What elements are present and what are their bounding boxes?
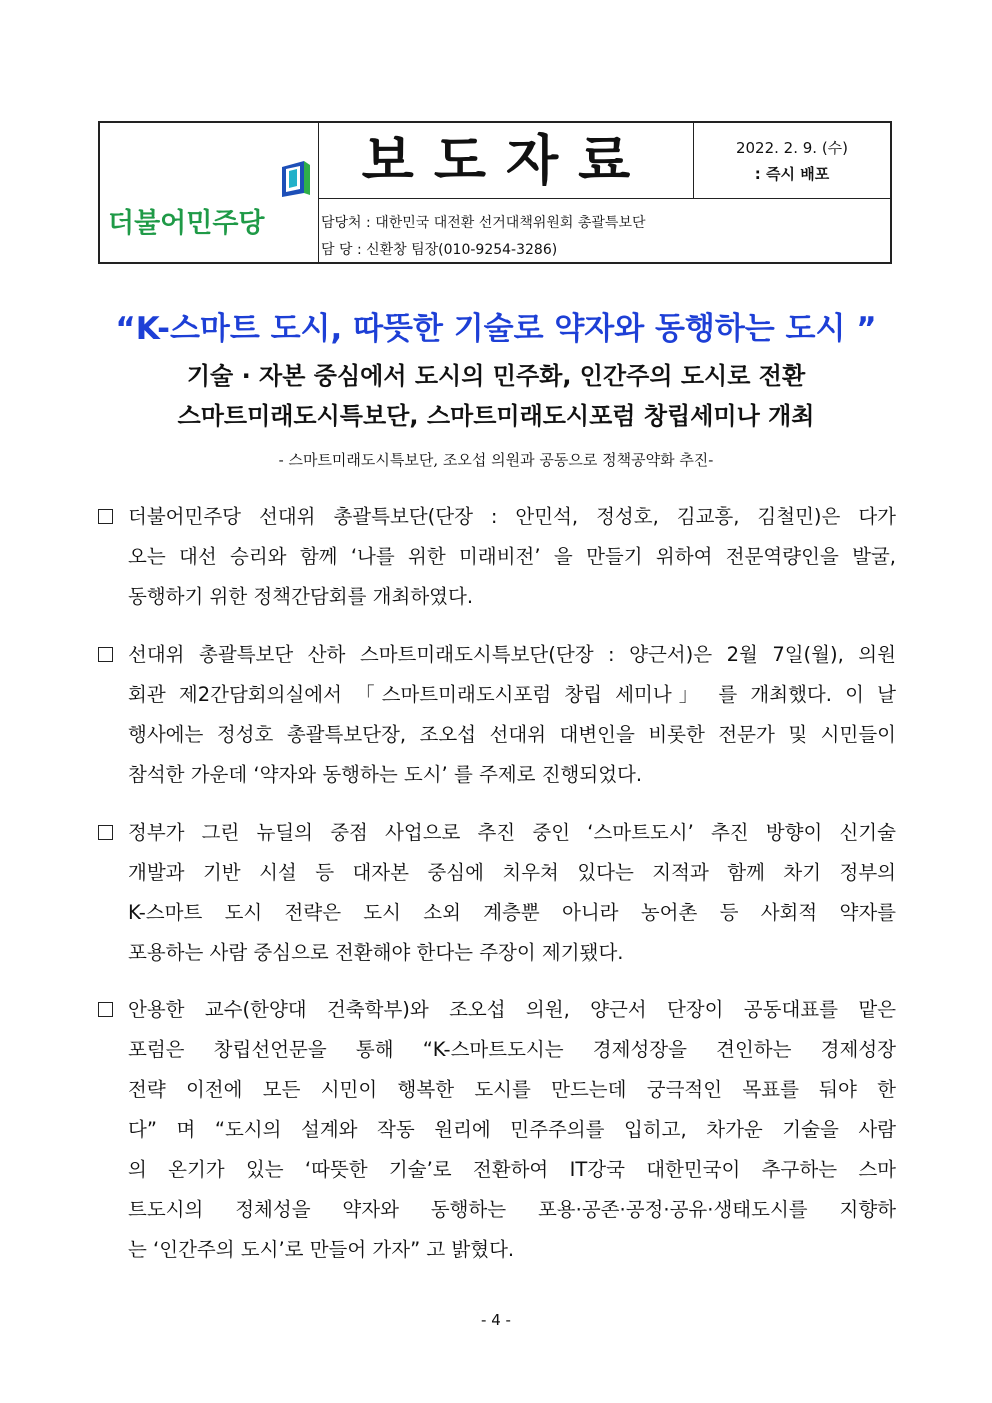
- paragraph-line: 더불어민주당 선대위 총괄특보단(단장 : 안민석, 정성호, 김교흥, 김철민)은 다가: [128, 505, 896, 528]
- paragraph-line: 정부가 그린 뉴딜의 중점 사업으로 추진 중인 ‘스마트도시’ 추진 방향이 신기술: [128, 821, 896, 844]
- release-timing: : 즉시 배포: [754, 165, 830, 183]
- press-release-title: 보도자료: [361, 129, 651, 192]
- paragraph-line: 전략 이전에 모든 시민이 행복한 도시를 만드는데 궁극적인 목표를 둬야 한: [128, 1078, 896, 1101]
- subheadline-1: 기술 · 자본 중심에서 도시의 민주화, 인간주의 도시로 전환: [186, 362, 806, 390]
- subheadline-3: - 스마트미래도시특보단, 조오섭 의원과 공동으로 정책공약화 추진-: [278, 451, 714, 469]
- contact-cell: [318, 199, 890, 262]
- press-header-table: [98, 121, 892, 264]
- party-logo-mark-icon: [278, 159, 312, 199]
- checkbox-bullet-icon: [98, 647, 113, 662]
- paragraph-line: K-스마트 도시 전략은 도시 소외 계층뿐 아니라 농어촌 등 사회적 약자를: [128, 901, 896, 924]
- paragraph-line: 참석한 가운데 ‘약자와 동행하는 도시’ 를 주제로 진행되었다.: [128, 763, 643, 786]
- paragraph-line: 의 온기가 있는 ‘따뜻한 기술’로 전환하여 IT강국 대한민국이 추구하는 스마: [128, 1158, 896, 1181]
- main-headline: “K-스마트 도시, 따뜻한 기술로 약자와 동행하는 도시 ”: [115, 311, 877, 347]
- paragraph-line: 오는 대선 승리와 함께 ‘나를 위한 미래비전’ 을 만들기 위하여 전문역량인을 발굴,: [128, 545, 896, 568]
- date-cell: [694, 123, 890, 199]
- contact-department: 담당처 : 대한민국 대전환 선거대책위원회 총괄특보단: [321, 215, 646, 231]
- paragraph-line: 안용한 교수(한양대 건축학부)와 조오섭 의원, 양근서 단장이 공동대표를 맡은: [128, 998, 896, 1021]
- paragraph-line: 선대위 총괄특보단 산하 스마트미래도시특보단(단장 : 양근서)은 2월 7일(월), 의원: [128, 643, 896, 666]
- paragraph-line: 행사에는 정성호 총괄특보단장, 조오섭 선대위 대변인을 비롯한 전문가 및 시민들이: [128, 723, 896, 746]
- paragraph-line: 포용하는 사람 중심으로 전환해야 한다는 주장이 제기됐다.: [128, 941, 624, 964]
- subheadline-2: 스마트미래도시특보단, 스마트미래도시포럼 창립세미나 개최: [177, 402, 815, 430]
- paragraph-line: 는 ‘인간주의 도시’로 만들어 가자” 고 밝혔다.: [128, 1238, 515, 1261]
- party-logo-text: 더불어민주당: [108, 208, 265, 239]
- contact-person: 담 당 : 신환창 팀장(010-9254-3286): [321, 242, 558, 258]
- paragraph-line: 회관 제2간담회의실에서 「스마트미래도시포럼 창립 세미나」 를 개최했다. 이 날: [128, 683, 896, 706]
- paragraph-line: 트도시의 정체성을 약자와 동행하는 포용·공존·공정·공유·생태도시를 지향하: [128, 1198, 896, 1221]
- paragraph-line: 다” 며 “도시의 설계와 작동 원리에 민주주의를 입히고, 차가운 기술을 사람: [128, 1118, 896, 1141]
- release-date: 2022. 2. 9. (수): [735, 139, 849, 157]
- logo-cell: [100, 123, 319, 262]
- checkbox-bullet-icon: [98, 509, 113, 524]
- paragraph-line: 개발과 기반 시설 등 대자본 중심에 치우쳐 있다는 지적과 함께 차기 정부의: [128, 861, 896, 884]
- page-number: - 4 -: [481, 1311, 511, 1329]
- checkbox-bullet-icon: [98, 1002, 113, 1017]
- paragraph-line: 동행하기 위한 정책간담회를 개최하였다.: [128, 585, 474, 608]
- press-title-cell: [318, 123, 694, 199]
- checkbox-bullet-icon: [98, 825, 113, 840]
- paragraph-line: 포럼은 창립선언문을 통해 “K-스마트도시는 경제성장을 견인하는 경제성장: [128, 1038, 896, 1061]
